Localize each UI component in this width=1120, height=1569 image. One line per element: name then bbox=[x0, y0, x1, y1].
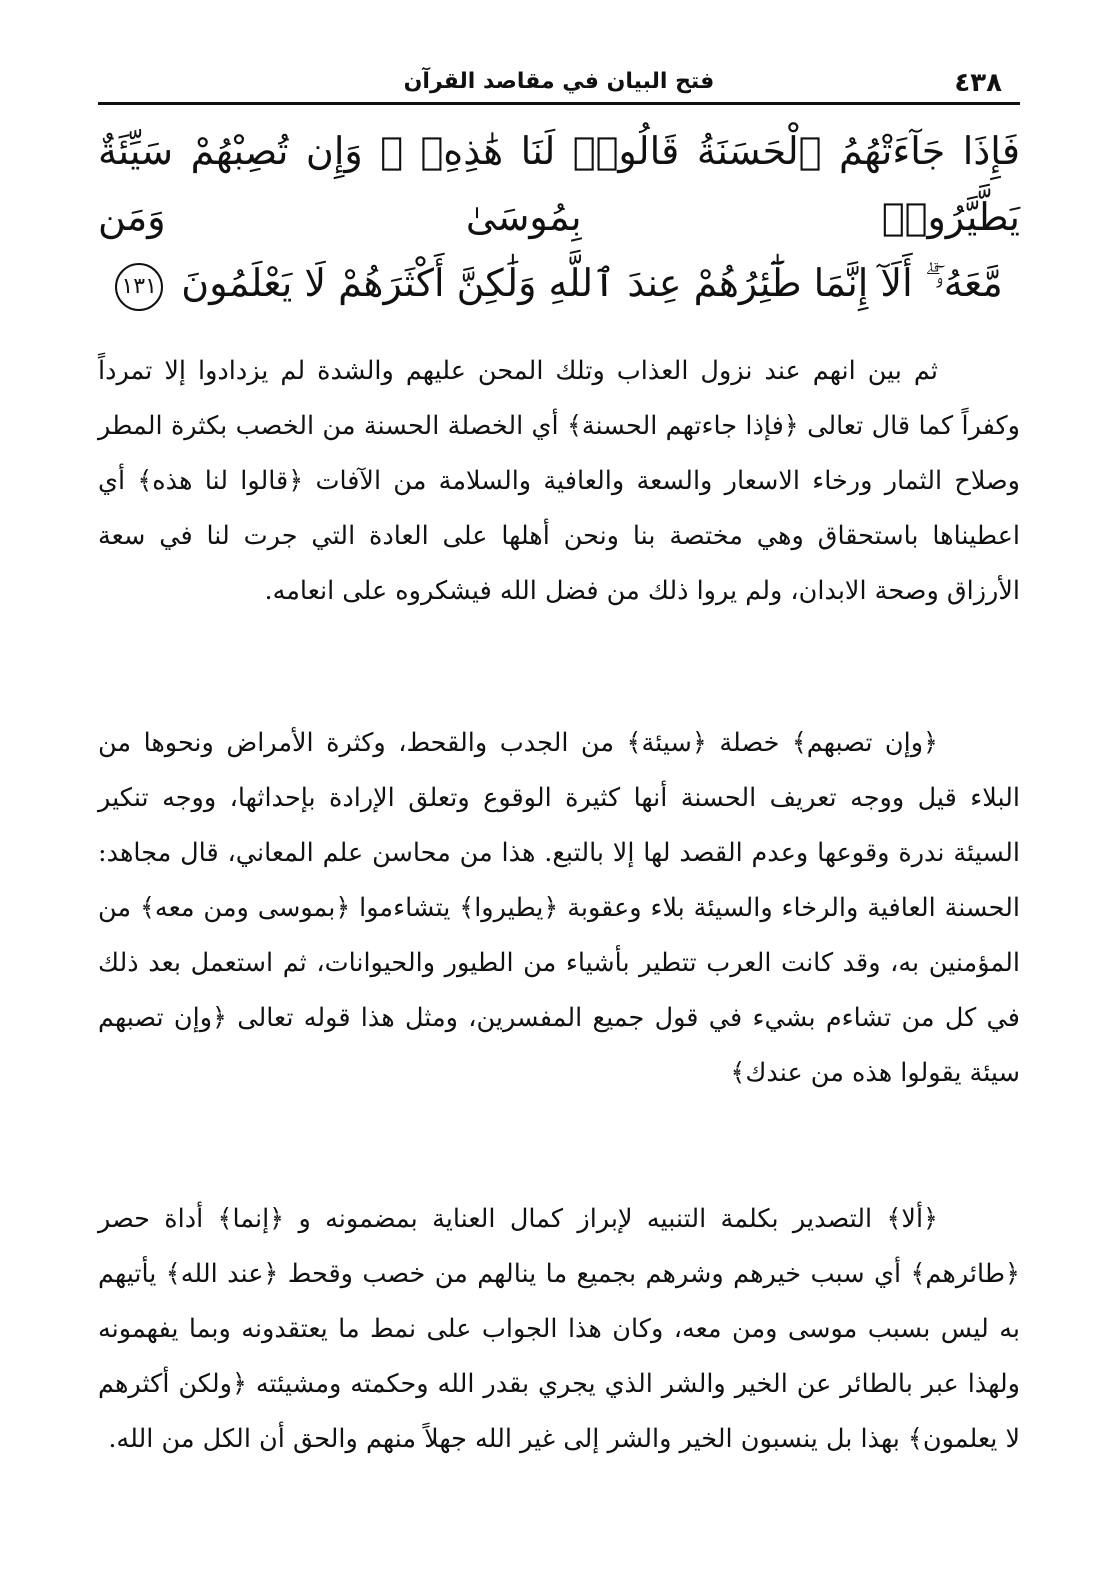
ayah-number-marker: ١٣١ bbox=[115, 263, 163, 311]
commentary-paragraph-2: ﴿وإن تصبهم﴾ خصلة ﴿سيئة﴾ من الجدب والقحط، وكثرة الأمراض ونحوها من البلاء قيل ووجه تعريف الحسنة أنها كثيرة الوقوع وتعلق الإرادة بإحداثها، ووجه تنكير السيئة ندرة وقوعها وعدم القصد لها إلا بالتبع. هذا من محاسن علم المعاني، قال مجاهد: الحسنة العافية والرخاء والسيئة بلاء وعقوبة ﴿يطيروا﴾ يتشاءموا ﴿بموسى ومن معه﴾ من المؤمنين به، وقد كانت العرب تتطير بأشياء من الطيور والحيوانات، ثم استعمل بعد ذلك في كل من تشاءم بشيء في قول جميع المفسرين، ومثل هذا قوله تعالى ﴿وإن تصبهم سيئة يقولوا هذه من عندك﴾ bbox=[98, 727, 1021, 1088]
commentary-paragraph-1: ثم بين انهم عند نزول العذاب وتلك المحن عليهم والشدة لم يزدادوا إلا تمرداً وكفراً كما قال تعالى ﴿فإذا جاءتهم الحسنة﴾ أي الخصلة الحسنة من الخصب بكثرة المطر وصلاح الثمار ورخاء الاسعار والسعة والعافية والسلامة من الآفات ﴿قالوا لنا هذه﴾ أي اعطيناها باستحقاق وهي مختصة بنا ونحن أهلها على العادة التي جرت لنا في سعة الأرزاق وصحة الابدان، ولم يروا ذلك من فضل الله فيشكروه على انعامه. bbox=[98, 355, 1020, 606]
commentary-paragraph-3: ﴿ألا﴾ التصدير بكلمة التنبيه لإبراز كمال العناية بمضمونه و ﴿إنما﴾ أداة حصر ﴿طائرهم﴾ أي سبب خيرهم وشرهم بجميع ما ينالهم من خصب وقحط ﴿عند الله﴾ يأتيهم به ليس بسبب موسى ومن معه، وكان هذا الجواب على نمط ما يعتقدونه وبما يفهمونه ولهذا عبر بالطائر عن الخير والشر الذي يجري بقدر الله وحكمته ومشيئته ﴿ولكن أكثرهم لا يعلمون﴾ بهذا بل ينسبون الخير والشر إلى غير الله جهلاً منهم والحق أن الكل من الله. bbox=[98, 1203, 1020, 1454]
running-title: فتح البيان في مقاصد القرآن bbox=[403, 69, 715, 94]
page-number: ٤٣٨ bbox=[954, 68, 1002, 98]
quran-verse-block bbox=[98, 118, 1020, 316]
quran-verse-line-2 bbox=[98, 250, 1020, 316]
quran-verse-line-1: فَإِذَا جَآءَتْهُمُ ٱلْحَسَنَةُ قَالُوا۟ لَنَا هَٰذِهِۦ ۖ وَإِن تُصِبْهُمْ سَيِّئَةٌ يَطَّيَّرُوا۟ بِمُوسَىٰ وَمَن bbox=[98, 129, 1020, 239]
page-header bbox=[98, 52, 1020, 105]
quran-verse-line-2-text: مَّعَهُۥٓ ۗ أَلَآ إِنَّمَا طَٰٓئِرُهُمْ عِندَ ٱللَّهِ وَلَٰكِنَّ أَكْثَرَهُمْ لَا يَعْلَمُونَ bbox=[181, 261, 1003, 305]
